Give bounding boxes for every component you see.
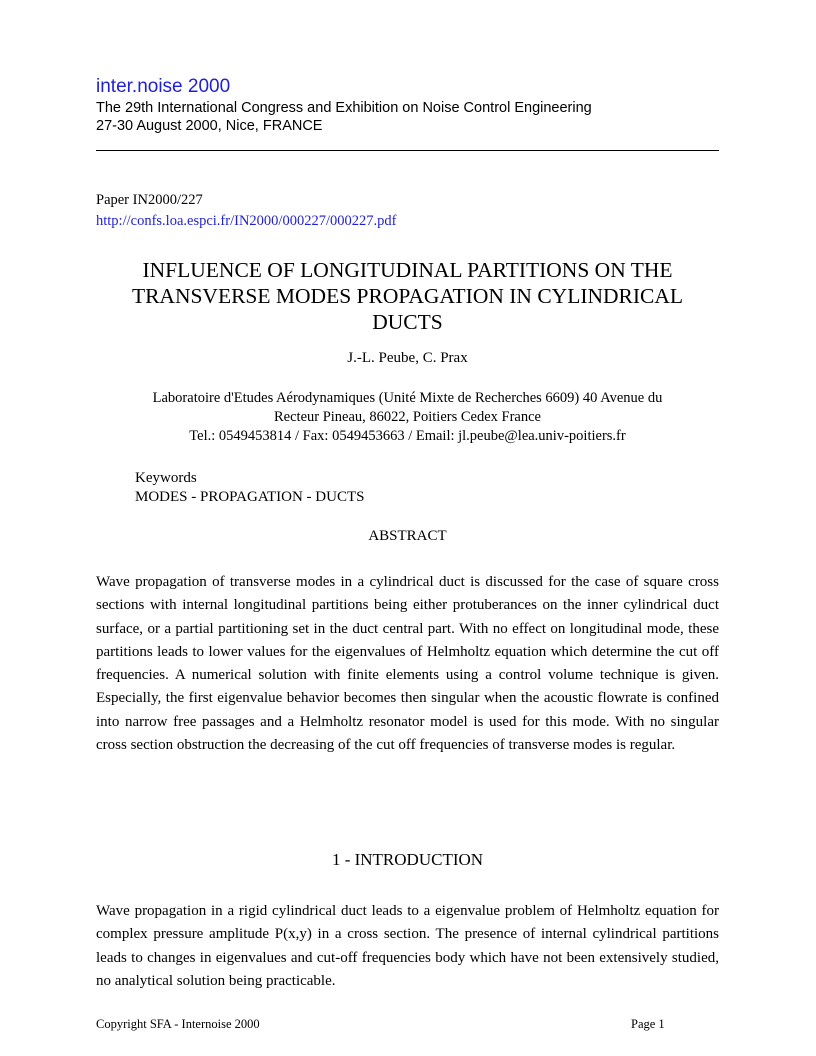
affiliation-line: Tel.: 0549453814 / Fax: 0549453663 / Email: jl.peube@lea.univ-poitiers.fr	[189, 428, 626, 444]
title-line: INFLUENCE OF LONGITUDINAL PARTITIONS ON THE	[142, 258, 673, 282]
affiliation-line: Recteur Pineau, 86022, Poitiers Cedex France	[274, 409, 541, 425]
affiliation-line: Laboratoire d'Etudes Aérodynamiques (Unité Mixte de Recherches 6609) 40 Avenue du	[152, 390, 663, 406]
keywords-value: MODES - PROPAGATION - DUCTS	[135, 489, 365, 505]
conference-full-title: The 29th International Congress and Exhibition on Noise Control Engineering	[96, 100, 592, 116]
title-line: DUCTS	[372, 310, 443, 334]
keywords-label: Keywords	[135, 470, 197, 486]
abstract-text: Wave propagation of transverse modes in a cylindrical duct is discussed for the case of square cross sections with internal longitudinal partitions being either protuberances on the inner cylindrical duct surface, or a partial partitioning set in the duct central part. With no effect on longitudinal mode, these partitions leads to lower values for the eigenvalues of Helmholtz equation which determine the cut off frequencies. A numerical solution with finite elements using a control volume technique is given. Especially, the first eigenvalue behavior becomes then singular when the acoustic flowrate is confined into narrow free passages and a Helmholtz resonator model is used for this mode. With no singular cross section obstruction the decreasing of the cut off frequencies of transverse modes is regular.	[96, 574, 719, 754]
header-divider	[96, 150, 719, 151]
footer-page-number: Page 1	[631, 1017, 665, 1031]
paper-title	[96, 257, 719, 335]
paper-url-link[interactable]: http://confs.loa.espci.fr/IN2000/000227/000227.pdf	[96, 213, 397, 229]
affiliation	[96, 389, 719, 446]
authors: J.-L. Peube, C. Prax	[347, 350, 468, 366]
conference-date-location: 27-30 August 2000, Nice, FRANCE	[96, 118, 323, 134]
introduction-heading: 1 - INTRODUCTION	[331, 850, 484, 869]
abstract-heading: ABSTRACT	[368, 528, 447, 544]
paper-id: Paper IN2000/227	[96, 192, 203, 208]
introduction-text: Wave propagation in a rigid cylindrical duct leads to a eigenvalue problem of Helmholtz equation for complex pressure amplitude P(x,y) in a cross section. The presence of internal cylindrical partitions leads to changes in eigenvalues and cut-off frequencies body which have not been extensively studied, no analytical solution being practicable.	[96, 903, 719, 989]
conference-name: inter.noise 2000	[96, 76, 231, 97]
footer-copyright: Copyright SFA - Internoise 2000	[96, 1017, 260, 1031]
title-line: TRANSVERSE MODES PROPAGATION IN CYLINDRICAL	[131, 284, 684, 308]
